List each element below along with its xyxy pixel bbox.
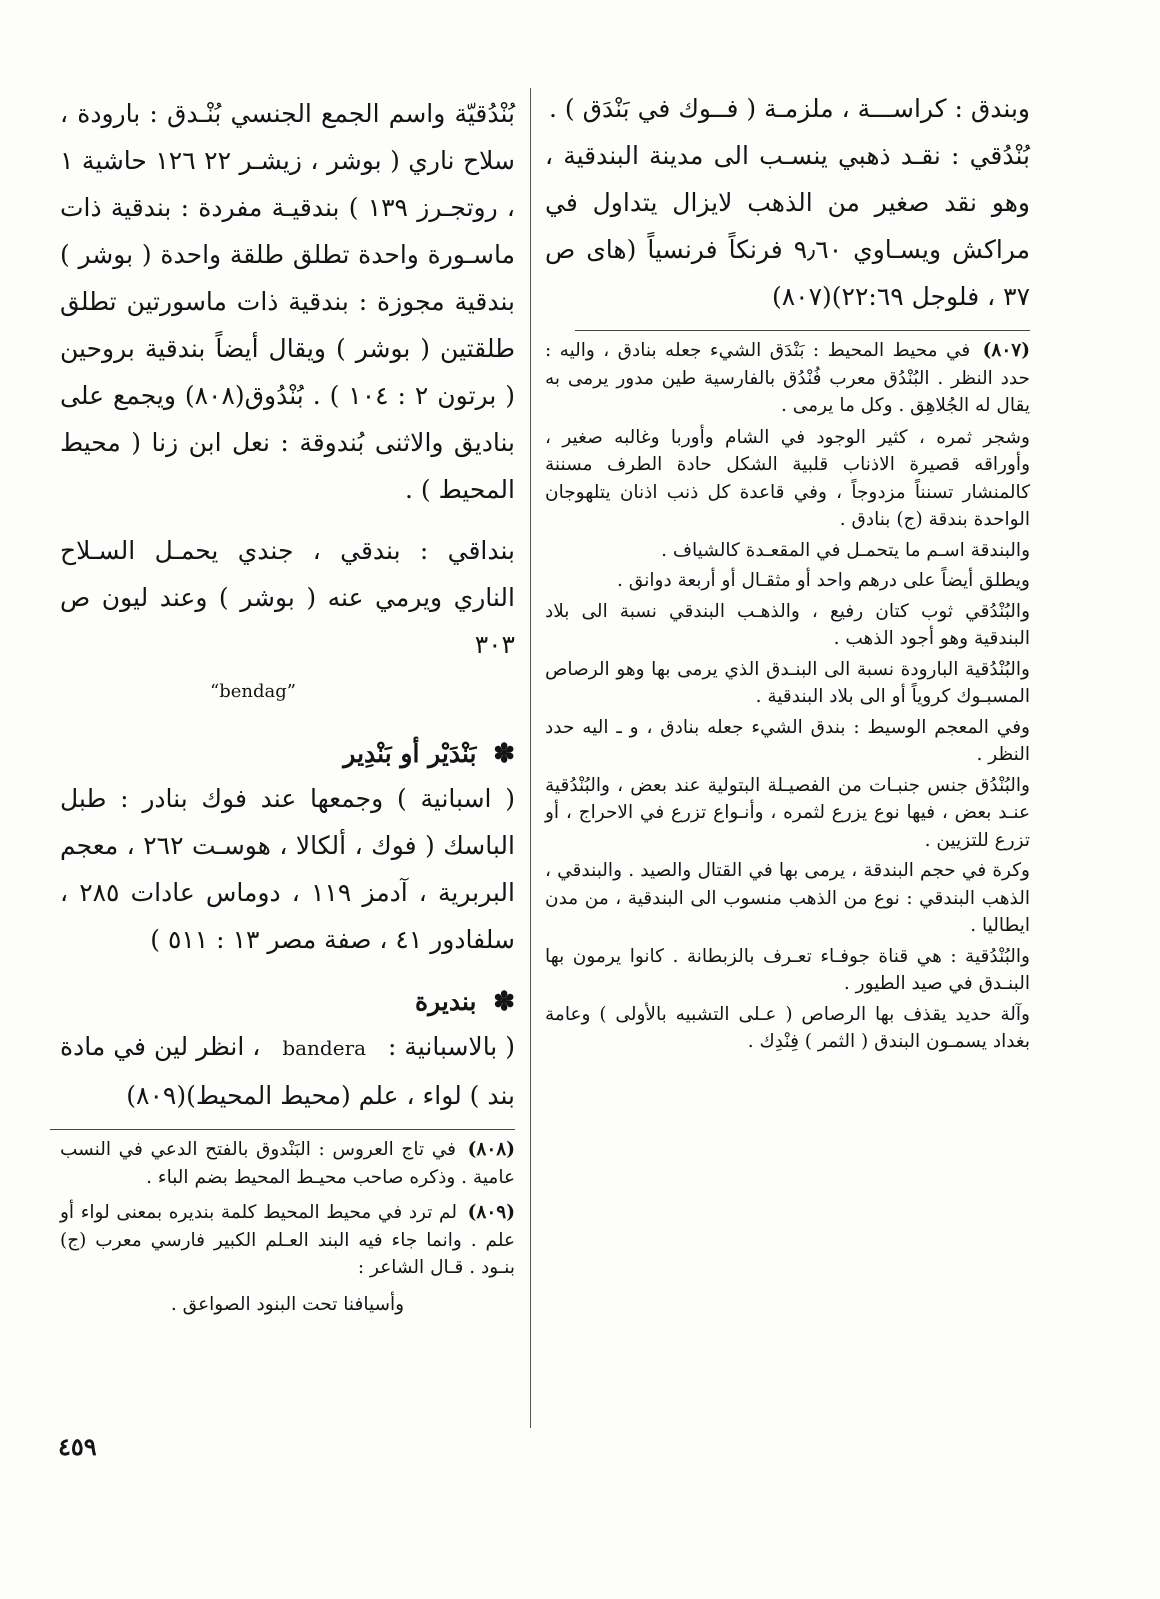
- footnote-text: في تاج العروس : البَنْدوق بالفتح الدعي في النسب عامية . وذكره صاحب محيـط المحيط بضم الباء .: [60, 1139, 515, 1188]
- entry-body: ( اسبانية ) وجمعها عند فوك بنادر : طبل الباسك ( فوك ، ألكالا ، هوسـت ٢٦٢ ، معجم البربرية ، آدمز ١١٩ ، دوماس عادات ٢٨٥ ، سلفادور ٤١ ، صفة مصر ١٣ : ٥١١ ): [60, 784, 515, 954]
- headword-text: بنديرة: [415, 987, 477, 1016]
- footnote-808: [60, 1136, 515, 1191]
- footnote-rule: [575, 330, 1030, 331]
- footnote-number: (٨٠٨): [467, 1139, 515, 1160]
- footnote-number: (٨٠٧): [982, 340, 1030, 361]
- entry-bundaqi: بنداقي : بندقي ، جندي يحمـل السـلاح الناري ويرمي عنه ( بوشر ) وعند ليون ص ٣٠٣: [60, 536, 515, 659]
- latin-transliteration: “bendag”: [210, 681, 296, 702]
- star-icon: ✽: [493, 987, 515, 1017]
- entry-body-pre: ( بالاسبانية :: [388, 1032, 515, 1061]
- entry-bandira: [60, 981, 515, 1119]
- footnote-paragraph: والبُنْدُقي ثوب كتان رفيع ، والذهـب البندقي نسبة الى بلاد البندقية وهو أجود الذهب .: [545, 600, 1030, 649]
- footnote-807: [545, 337, 1030, 420]
- headword-text: بَنْدَيْر أو بَنْدِير: [343, 739, 477, 768]
- entry-wa-bunduq: وبندق : كراســـة ، ملزمـة ( فــوك في بَنْدَق ) .: [549, 94, 1030, 123]
- footnote-paragraph: وكرة في حجم البندقة ، يرمى بها في القتال والصيد . والبندقي ، الذهب البندقي : نوع من الذهب منسوب الى البندقية ، من مدن ايطاليا .: [545, 860, 1030, 936]
- poetry-verse: وأسيافنا تحت البنود الصواعق .: [170, 1293, 405, 1315]
- page-number: ٤٥٩: [58, 1432, 97, 1461]
- footnote-paragraph: ويطلق أيضاً على درهم واحد أو مثقـال أو أربعة دوانق .: [617, 570, 1030, 591]
- entry-body-post: ، انظر لين في مادة بند ) لواء ، علم (محيط المحيط)(٨٠٩): [60, 1032, 515, 1110]
- footnote-paragraph: وفي المعجم الوسيط : بندق الشيء جعله بنادق ، و ـ اليه حدد النظر .: [545, 716, 1030, 765]
- footnote-paragraph: والبُنْدُقية : هي قناة جوفـاء تعـرف بالزبطانة . كانوا يرمون بها البنـدق في صيد الطيور .: [545, 945, 1030, 994]
- footnote-number: (٨٠٩): [467, 1202, 515, 1223]
- footnote-text: لم ترد في محيط المحيط كلمة بنديره بمعنى لواء أو علم . وانما جاء فيه البند العـلم الكبير فارسي معرب (ج) بنـود . قـال الشاعر :: [60, 1202, 515, 1278]
- footnote-809: [60, 1199, 515, 1282]
- footnote-paragraph: وشجر ثمره ، كثير الوجود في الشام وأوربا وغالبه صغير ، وأوراقه قصيرة الاذناب قلبية الشكل حادة الطرف مسننة كالمنشار تسنناً مزدوجاً ، وفي قاعدة كل ذنب اذنان يتلهوجان الواحدة بندقة (ج) بنادق .: [545, 426, 1031, 530]
- right-column: [545, 85, 1030, 1056]
- column-divider: [530, 88, 531, 1428]
- entry-bandir: [60, 733, 515, 963]
- footnote-text: في محيط المحيط : بَنْدَق الشيء جعله بنادق ، واليه : حدد النظر . البُنْدُق معرب فُنْدُق بالفارسية طين مدور يرمى به يقال له الجُلاهِق . وكل ما يرمى .: [545, 340, 1030, 416]
- footnote-paragraph: والبُنْدُقية البارودة نسبة الى البنـدق الذي يرمى بها وهو الرصاص المسبـوك كروياً أو الى بلاد البندقية .: [545, 658, 1030, 707]
- footnote-paragraph: والبندقة اسـم ما يتحمـل في المقعـدة كالشياف .: [661, 539, 1030, 561]
- entry-headword: [60, 733, 515, 775]
- entry-bunduqiyya: بُنْدُقيّة واسم الجمع الجنسي بُنْـدق : بارودة ، سلاح ناري ( بوشر ، زيشـر ٢٢ ١٢٦ حاشية ١ ، روتجـرز ١٣٩ ) بندقيـة مفردة : بندقية ذات ماسـورة واحدة تطلق طلقة واحدة ( بوشر ) بندقية مجوزة : بندقية ذات ماسورتين تطلق طلقتين ( بوشر ) ويقال أيضاً بندقية بروحين ( برتون ٢ : ١٠٤ ) . بُنْدُوق(٨٠٨) ويجمع على بناديق والاثنى بُندوقة : نعل ابن زنا ( محيط المحيط ) .: [60, 99, 515, 504]
- latin-word: bandera: [282, 1036, 367, 1060]
- footnote-rule: [50, 1129, 515, 1130]
- entry-headword: [60, 981, 515, 1023]
- left-column: [60, 90, 515, 1322]
- star-icon: ✽: [493, 739, 515, 769]
- entry-bunduqi: بُنْدُقي : نقـد ذهبي ينسـب الى مدينة البندقية ، وهو نقد صغير من الذهب لايزال يتداول في مراكش ويسـاوي ٩٫٦٠ فرنكاً فرنسياً (هاى ص ٣٧ ، فلوجل ٢٢:٦٩)(٨٠٧): [545, 141, 1030, 311]
- footnote-paragraph: والبُنْدُق جنس جنبـات من الفصيـلة البتولية عند بعض ، والبُنْدُقية عنـد بعض ، فيها نوع يزرع لثمره ، وأنـواع تزرع في الاحراج ، أو تزرع للتزيين .: [545, 774, 1030, 851]
- entry-body: [60, 1023, 515, 1119]
- footnote-paragraph: وآلة حديد يقذف بها الرصاص ( عـلى التشبيه بالأولى ) وعامة بغداد يسمـون البندق ( الثمر ) فِنْدِك .: [545, 1003, 1030, 1052]
